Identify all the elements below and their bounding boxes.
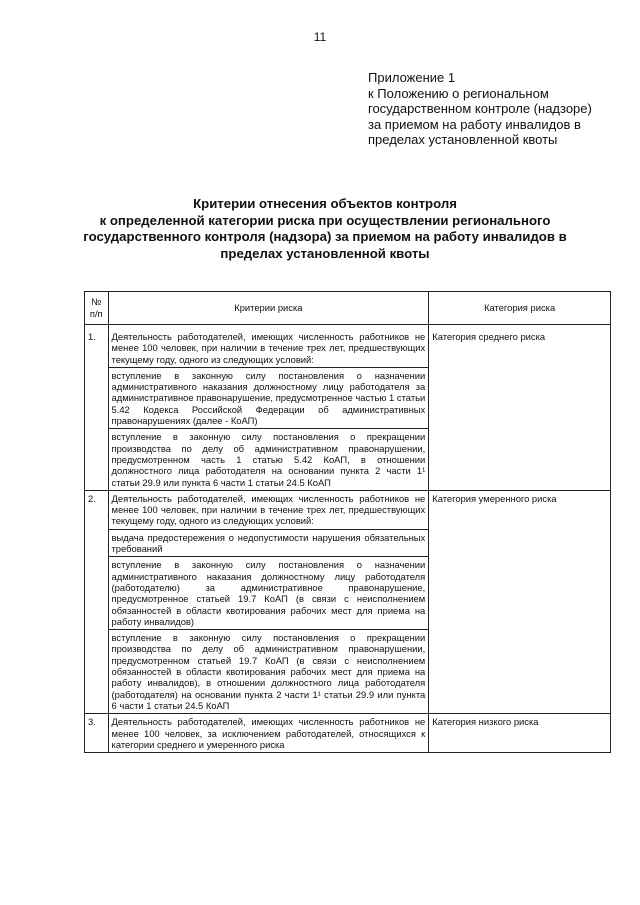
criteria-cell: выдача предостережения о недопустимости нарушения обязательных требований: [108, 529, 429, 557]
category-cell: Категория умеренного риска: [429, 490, 611, 713]
criteria-cell: вступление в законную силу постановления о прекращении производства по делу об административном правонарушении, предусмотренном часть 1 статью 5.42 КоАП, в отношении должностного лица работодателя на основании пункта 2 части 1¹ статьи 29.9 или пункта 6 части 1 статьи 24.5 КоАП: [108, 429, 429, 490]
title-line: Критерии отнесения объектов контроля: [193, 196, 457, 211]
row-number: 2.: [85, 490, 109, 713]
header-category: Категория риска: [429, 292, 611, 325]
appendix-line: Приложение 1: [368, 70, 456, 85]
criteria-cell: вступление в законную силу постановления о назначении административного наказания должностному лицу работодателя за административное правонарушение, предусмотренное частью 1 статьи 5.42 Кодекса Российской Федерации об административных правонарушениях (далее - КоАП): [108, 367, 429, 428]
page-number: 11: [313, 30, 327, 44]
row-number: 3.: [85, 714, 109, 753]
table-row: [85, 490, 611, 529]
title-line: к определенной категории риска при осуществлении регионального: [99, 212, 551, 228]
table-row: [85, 325, 611, 368]
criteria-cell: Деятельность работодателей, имеющих численность работников не менее 100 человек, при наличии в течение трех лет, предшествующих текущему году, одного из следующих условий:: [108, 325, 429, 368]
header-number-symbol: №: [91, 296, 102, 307]
appendix-line: к Положению о региональном: [368, 85, 549, 101]
document-title: [60, 196, 590, 262]
header-criteria: Критерии риска: [108, 292, 429, 325]
category-cell: Категория среднего риска: [429, 325, 611, 491]
appendix-line: государственном контроле (надзоре): [368, 101, 592, 116]
criteria-cell: Деятельность работодателей, имеющих численность работников не менее 100 человек, при наличии в течение трех лет, предшествующих текущему году, одного из следующих условий:: [108, 490, 429, 529]
title-line: государственного контроля (надзора) за приемом на работу инвалидов в: [83, 229, 567, 244]
criteria-cell: вступление в законную силу постановления о назначении административного наказания должностному лицу работодателя (работодателю) за административное правонарушение, предусмотренное статьей 19.7 КоАП (в связи с неисполнением обязанностей в области квотирования рабочих мест для приема на работу инвалидов): [108, 557, 429, 630]
category-cell: Категория низкого риска: [429, 714, 611, 753]
risk-criteria-table: [84, 291, 611, 753]
appendix-line: пределах установленной квоты: [368, 132, 558, 147]
criteria-cell: вступление в законную силу постановления о прекращении производства по делу об административном правонарушении, предусмотренном статьей 19.7 КоАП (в связи с неисполнением обязанностей в области квотирования рабочих мест для приема на работу инвалидов), в отношении должностного лица работодателя (работодателя) на основании пункта 2 части 1¹ статьи 29.9 или пункта 6 части 1 статьи 24.5 КоАП: [108, 630, 429, 714]
header-number-abbr: п/п: [89, 308, 103, 319]
appendix-line: за приемом на работу инвалидов в: [368, 116, 581, 132]
table-header-row: [85, 292, 611, 325]
criteria-cell: Деятельность работодателей, имеющих численность работников не менее 100 человек, за исключением работодателей, относящихся к категории среднего и умеренного риска: [108, 714, 429, 753]
row-number: 1.: [85, 325, 109, 491]
title-line: пределах установленной квоты: [220, 245, 430, 261]
header-number: [85, 292, 109, 325]
table-row: [85, 714, 611, 753]
appendix-note: [368, 70, 613, 148]
